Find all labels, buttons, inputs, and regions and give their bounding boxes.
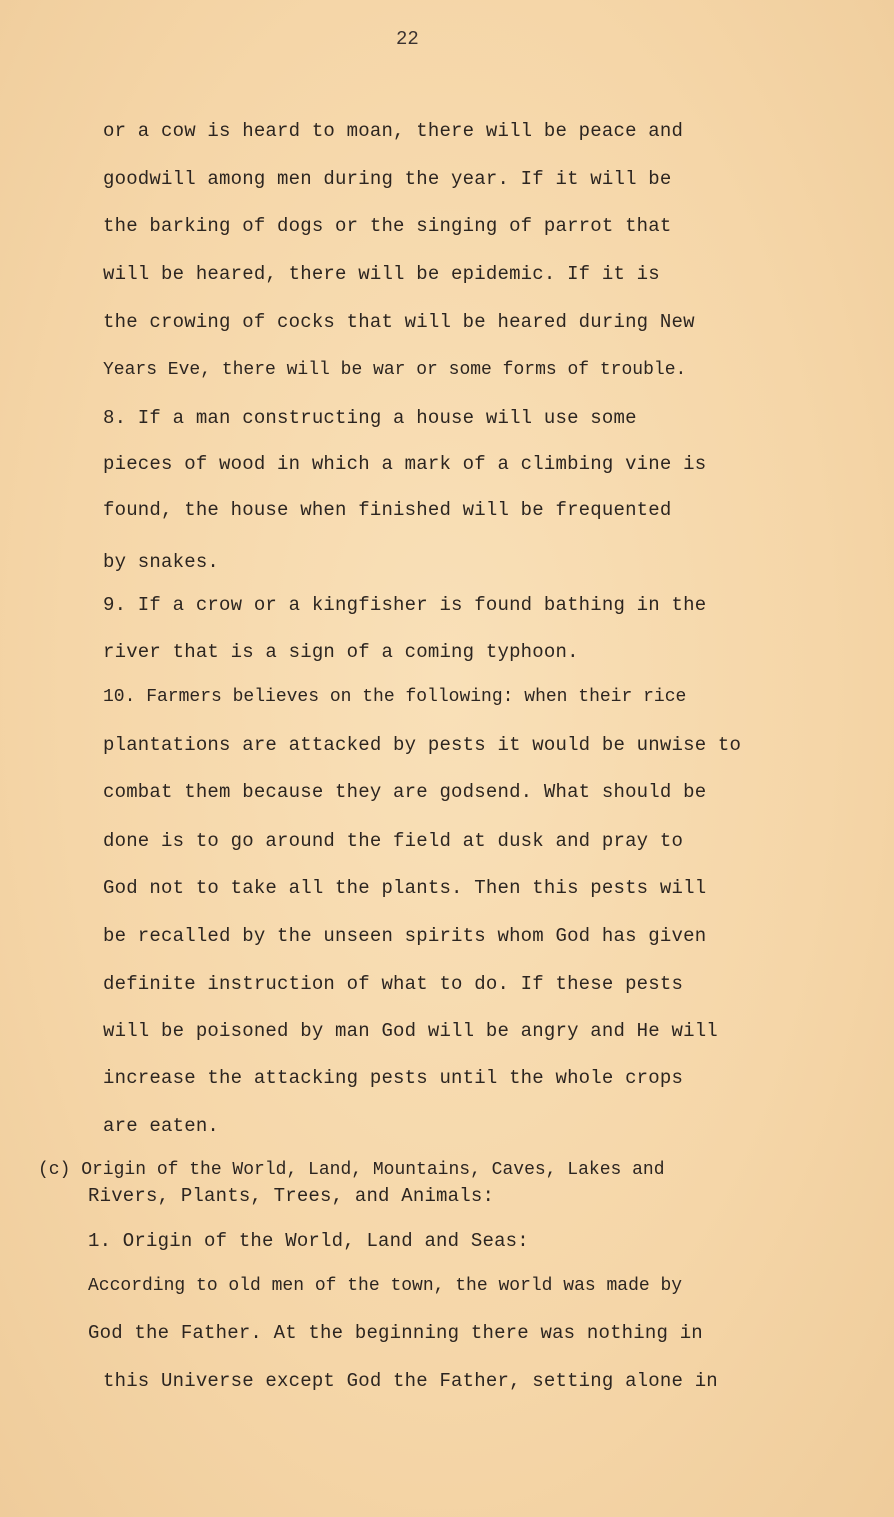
text-line-21: increase the attacking pests until the whole crops (103, 1067, 684, 1089)
text-line-9: found, the house when finished will be frequented (103, 499, 672, 521)
text-line-4: will be heared, there will be epidemic. If it is (103, 263, 660, 285)
text-line-27: God the Father. At the beginning there was nothing in (88, 1322, 703, 1344)
text-line-5: the crowing of cocks that will be heared during New (103, 311, 695, 333)
text-line-16: done is to go around the field at dusk and pray to (103, 830, 684, 852)
text-line-10: by snakes. (103, 551, 220, 573)
text-line-26: According to old men of the town, the world was made by (88, 1276, 683, 1296)
text-line-8: pieces of wood in which a mark of a climbing vine is (103, 453, 707, 475)
text-line-2: goodwill among men during the year. If it will be (103, 168, 672, 190)
text-line-18: be recalled by the unseen spirits whom God has given (103, 925, 707, 947)
text-line-14: plantations are attacked by pests it would be unwise to (103, 734, 742, 756)
text-line-1: or a cow is heard to moan, there will be peace and (103, 120, 684, 142)
text-line-19: definite instruction of what to do. If these pests (103, 973, 684, 995)
section-heading-line-1: (c) Origin of the World, Land, Mountains, Caves, Lakes and (38, 1160, 665, 1180)
text-line-20: will be poisoned by man God will be angry and He will (103, 1020, 718, 1042)
section-heading-line-2: Rivers, Plants, Trees, and Animals: (88, 1185, 495, 1207)
page-number: 22 (396, 28, 419, 50)
text-line-17: God not to take all the plants. Then this pests will (103, 877, 707, 899)
text-line-28: this Universe except God the Father, setting alone in (103, 1370, 718, 1392)
text-line-6: Years Eve, there will be war or some forms of trouble. (103, 360, 687, 380)
text-line-15: combat them because they are godsend. What should be (103, 781, 707, 803)
text-line-3: the barking of dogs or the singing of parrot that (103, 215, 672, 237)
text-line-13: 10. Farmers believes on the following: when their rice (103, 687, 687, 707)
text-line-12: river that is a sign of a coming typhoon. (103, 641, 579, 663)
text-line-11: 9. If a crow or a kingfisher is found bathing in the (103, 594, 707, 616)
text-line-22: are eaten. (103, 1115, 220, 1137)
text-line-7: 8. If a man constructing a house will use some (103, 407, 637, 429)
subheading-origin-world: 1. Origin of the World, Land and Seas: (88, 1230, 529, 1252)
